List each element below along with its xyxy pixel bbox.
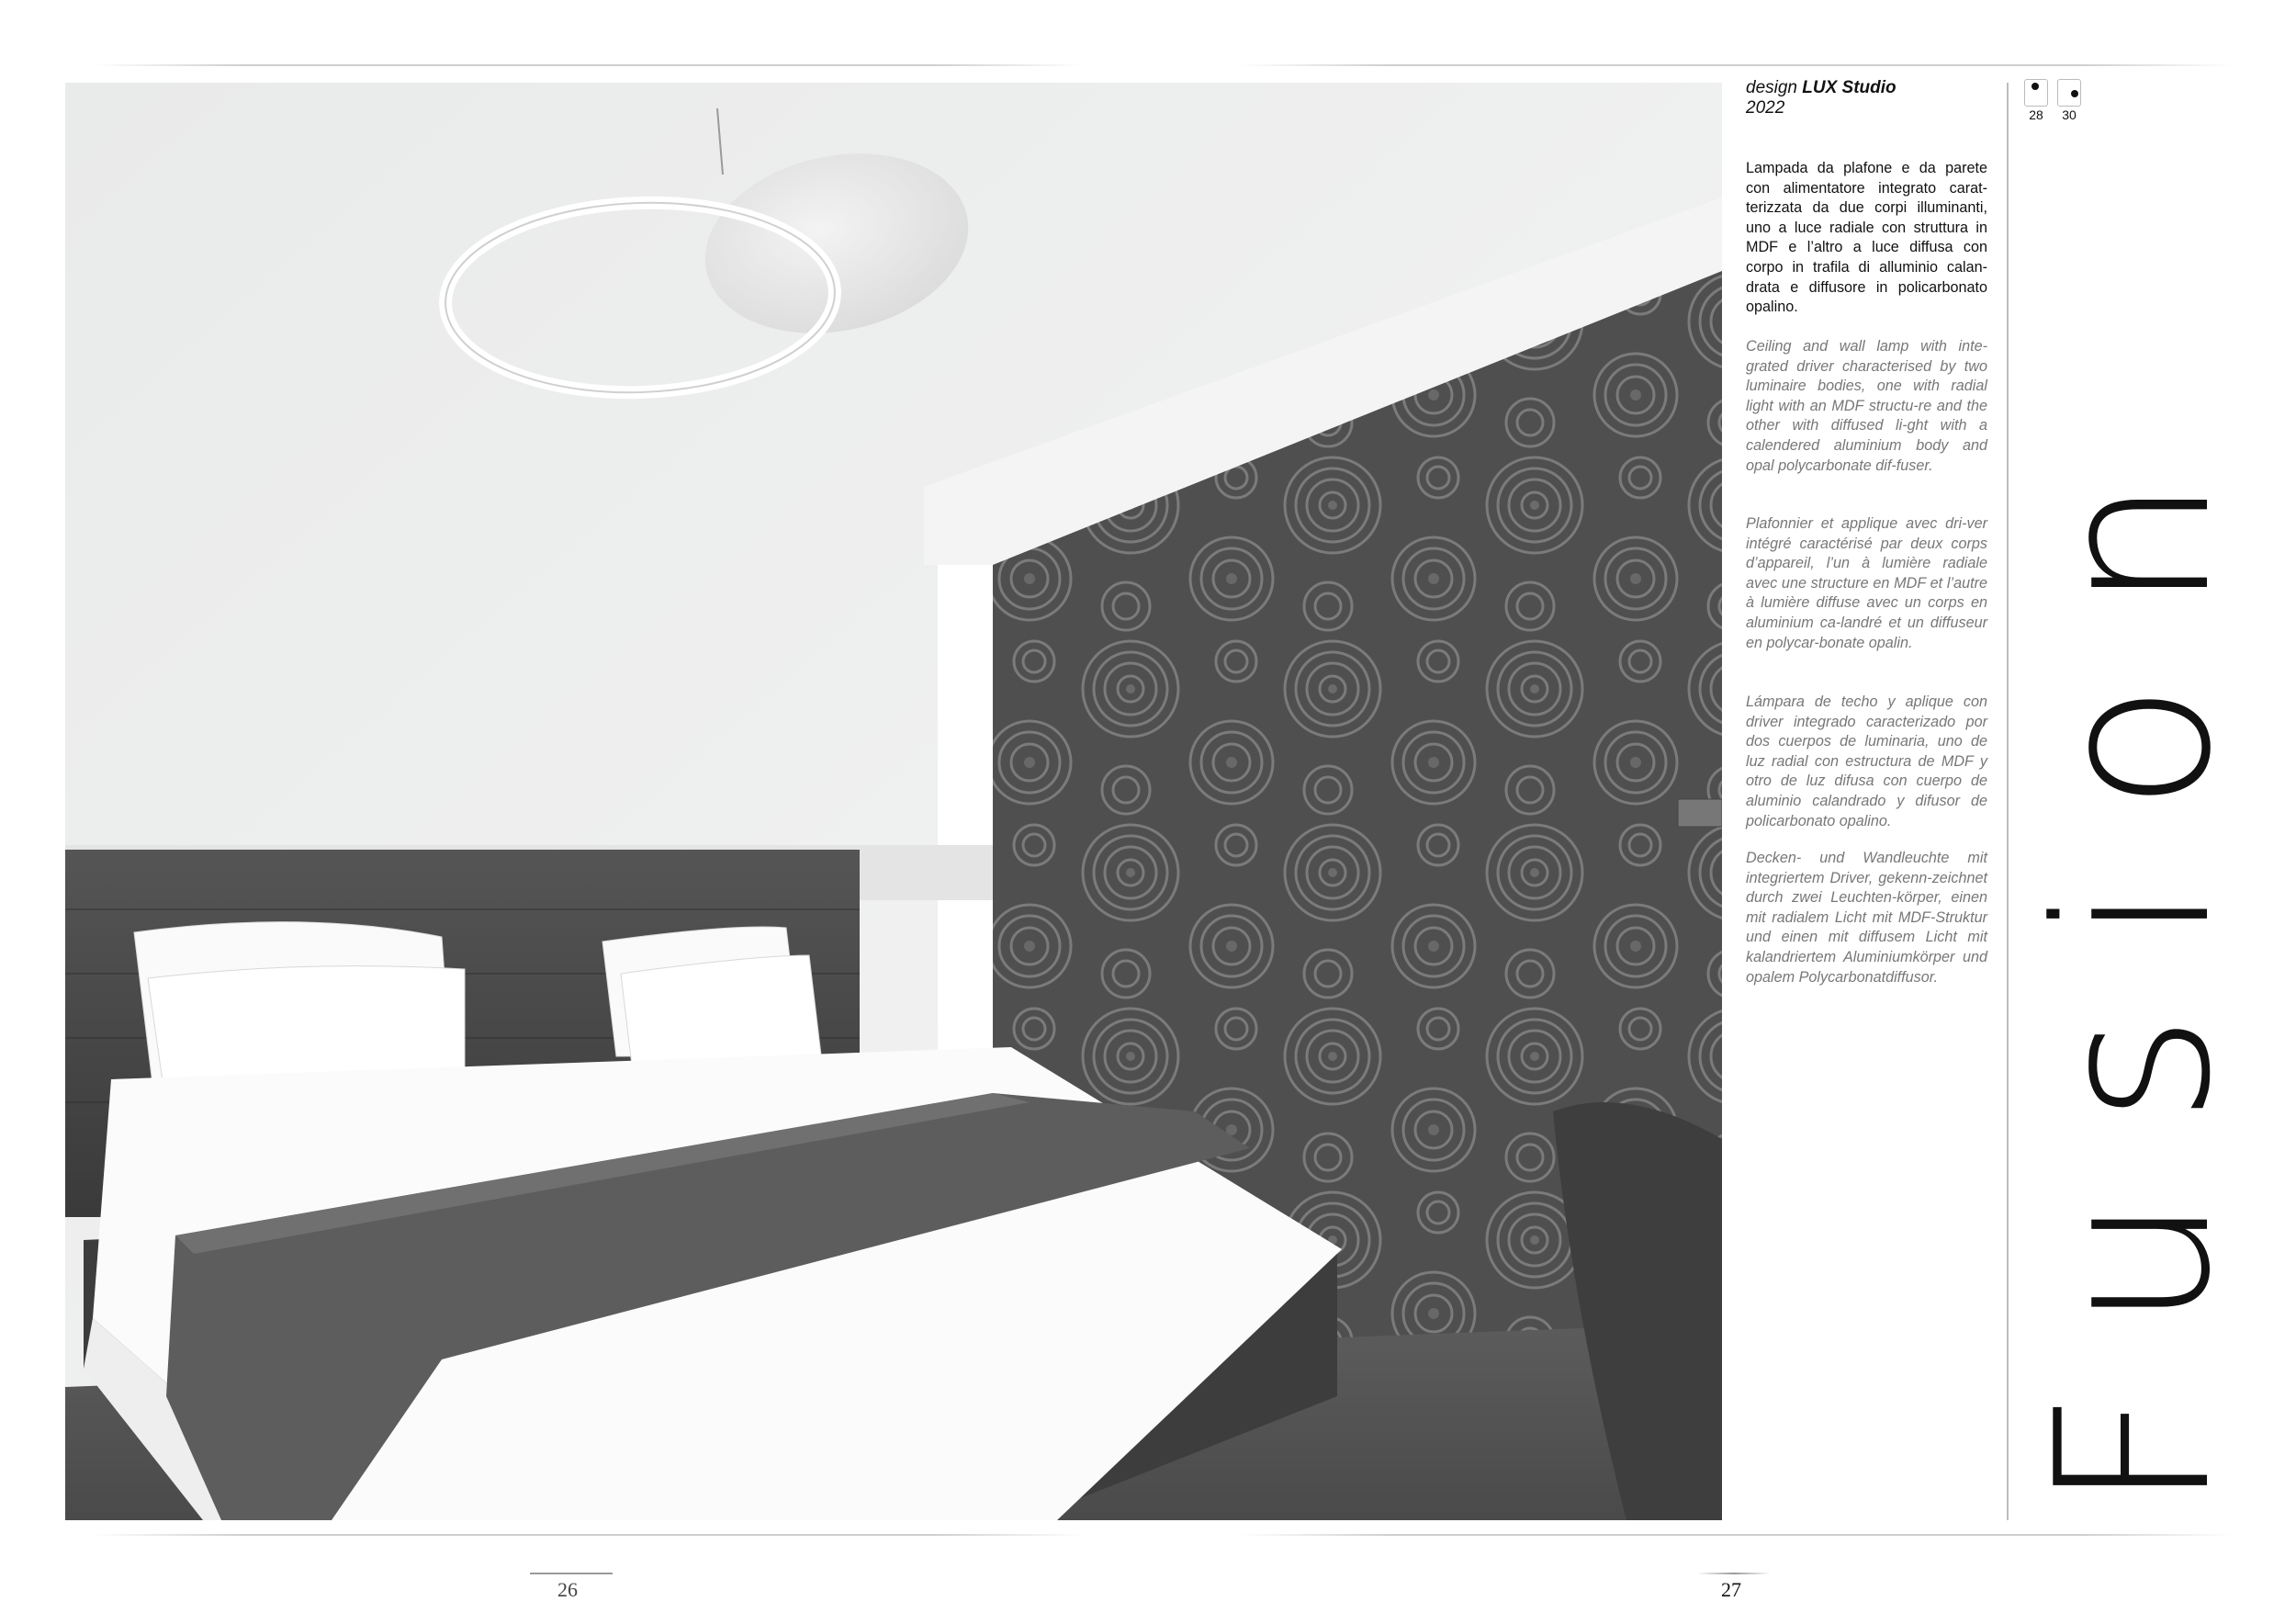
- page-ref-icon: [2057, 79, 2081, 107]
- page-references: [2024, 79, 2081, 122]
- folio-mark-right: [1697, 1573, 1771, 1574]
- top-rule-left: [92, 64, 1084, 66]
- page-ref-label: 30: [2062, 107, 2077, 122]
- design-credit: [1746, 78, 1896, 118]
- page-number-right: 27: [1721, 1578, 1741, 1601]
- bottom-rule-right: [1240, 1534, 2232, 1536]
- design-studio: LUX Studio: [1802, 78, 1896, 97]
- page-ref-label: 28: [2029, 107, 2043, 122]
- design-prefix: design: [1746, 78, 1797, 97]
- page-number-left: 26: [557, 1578, 578, 1601]
- page-ref-28[interactable]: [2024, 79, 2048, 122]
- description-spanish: Lámpara de techo y aplique con driver integrado caracterizado por dos cuerpos de luminaria, uno de luz radial con estructura de MDF y otro de luz difusa con cuerpo de aluminio calandrado y difusor de policarbonato opalino.: [1746, 694, 1987, 829]
- bottom-rule-left: [92, 1534, 1084, 1536]
- description-italian: Lampada da plafone e da parete con alimentatore integrato carat-terizzata da due corpi illuminanti, uno a luce radiale con struttura in MDF e l’altro a luce diffusa con corpo in trafila di alluminio calan-drata e diffusore in policarbonato opalino.: [1746, 160, 1987, 316]
- description-german: Decken- und Wandleuchte mit integriertem Driver, gekenn-zeichnet durch zwei Leuchten-körper, einen mit radialem Licht mit MDF-Struktur und einen mit diffusem Licht mit kalandriertem Aluminiumkörper und opalem Polycarbonatdiffusor.: [1746, 850, 1987, 986]
- design-year: 2022: [1746, 98, 1785, 118]
- page-ref-icon: [2024, 79, 2048, 107]
- page-ref-30[interactable]: [2057, 79, 2081, 122]
- top-rule-right: [1240, 64, 2232, 66]
- bedroom-photo: [65, 83, 1722, 1520]
- description-french: Plafonnier et applique avec dri-ver intégré caractérisé par deux corps d’appareil, l’un à lumière radiale avec une structure en MDF et l’autre à lumière diffuse avec un corps en aluminium ca-landré et un diffuseur en polycar-bonate opalin.: [1746, 515, 1987, 651]
- description-english: Ceiling and wall lamp with inte-grated driver characterised by two luminaire bodies, one with radial light with an MDF structu-re and the other with diffused li-ght with a calendered aluminium body and opal polycarbonate dif-fuser.: [1746, 338, 1987, 474]
- column-divider: [2007, 83, 2009, 1520]
- product-title: Fusion: [2012, 405, 2257, 1511]
- folio-mark-left: [530, 1573, 613, 1574]
